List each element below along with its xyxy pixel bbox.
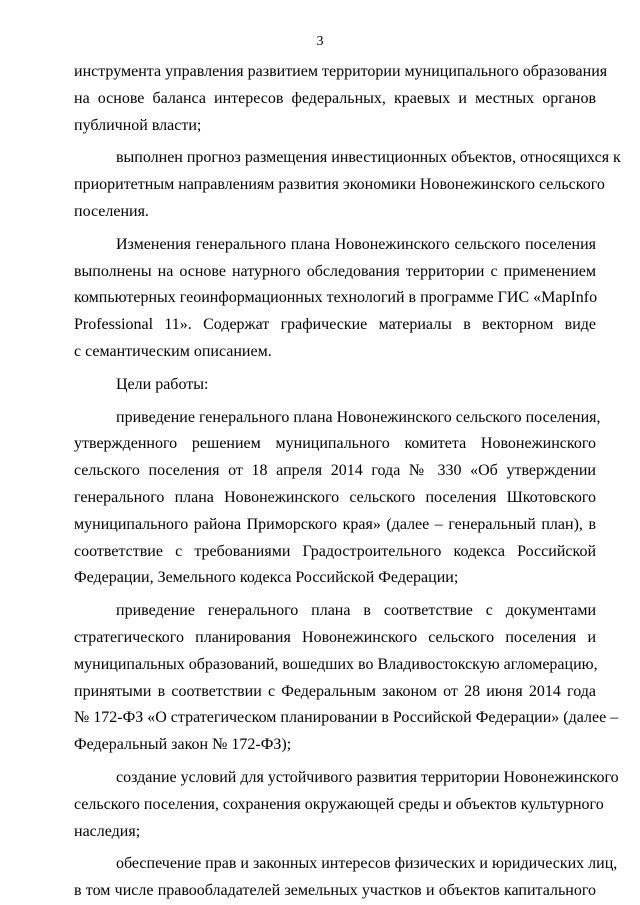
- text-line: Изменения генерального плана Новонежинского сельского поселения: [116, 235, 596, 253]
- text-line: утвержденного решением муниципального комитета Новонежинского: [74, 435, 596, 453]
- text-line: компьютерных геоинформационных технологий в программе ГИС «MapInfo: [74, 289, 598, 307]
- text-line: выполнены на основе натурного обследования территории с применением: [74, 262, 596, 280]
- paragraph-goal-strategic: [74, 598, 619, 759]
- text-line: поселения.: [74, 202, 149, 220]
- text-line: сельского поселения от 18 апреля 2014 года № 330 «Об утверждении: [74, 462, 596, 480]
- body-text: [74, 59, 621, 905]
- text-line: Цели работы:: [116, 375, 209, 393]
- text-line: выполнен прогноз размещения инвестиционных объектов, относящихся к: [116, 149, 621, 167]
- paragraph-changes: [74, 232, 596, 366]
- text-line: на основе баланса интересов федеральных, краевых и местных органов: [74, 89, 596, 107]
- text-line: № 172-ФЗ «О стратегическом планировании в Российской Федерации» (далее –: [74, 709, 619, 727]
- text-line: наследия;: [74, 822, 141, 840]
- text-line: инструмента управления развитием территории муниципального образования: [74, 63, 608, 80]
- text-line: стратегического планирования Новонежинского сельского поселения и: [74, 628, 596, 646]
- text-line: с семантическим описанием.: [74, 342, 272, 360]
- text-line: сельского поселения, сохранения окружающей среды и объектов культурного: [74, 795, 604, 813]
- text-line: Федерации, Земельного кодекса Российской Федерации;: [74, 569, 459, 587]
- text-line: приведение генерального плана Новонежинского сельского поселения,: [116, 408, 601, 426]
- text-line: создание условий для устойчивого развития территории Новонежинского: [116, 768, 619, 786]
- text-line: принятыми в соответствии с Федеральным законом от 28 июня 2014 года: [74, 682, 596, 700]
- text-line: Федеральный закон № 172-ФЗ);: [74, 736, 292, 754]
- page-number: 3: [316, 34, 324, 49]
- paragraph-goal-sustainable: [74, 765, 619, 845]
- text-line: в том числе правообладателей земельных участков и объектов капитального: [74, 882, 596, 900]
- text-line: муниципального района Приморского края» (далее – генеральный план), в: [74, 515, 596, 533]
- text-line: обеспечение прав и законных интересов физических и юридических лиц,: [116, 855, 618, 873]
- paragraph-goal-general-plan: [74, 405, 601, 593]
- paragraph-continuation: [74, 59, 608, 139]
- text-line: муниципальных образований, вошедших во Владивостокскую агломерацию,: [74, 655, 598, 673]
- text-line: соответствие с требованиями Градостроительного кодекса Российской: [74, 542, 596, 560]
- text-line: Professional 11». Содержат графические материалы в векторном виде: [74, 316, 596, 334]
- paragraph-forecast: [74, 145, 621, 225]
- text-line: публичной власти;: [74, 116, 202, 134]
- text-line: приведение генерального плана в соответствие с документами: [116, 602, 596, 620]
- paragraph-goal-rights: [74, 851, 618, 905]
- paragraph-goals-heading: [74, 372, 596, 399]
- text-line: генерального плана Новонежинского сельского поселения Шкотовского: [74, 488, 596, 506]
- text-line: приоритетным направлениям развития экономики Новонежинского сельского: [74, 176, 605, 194]
